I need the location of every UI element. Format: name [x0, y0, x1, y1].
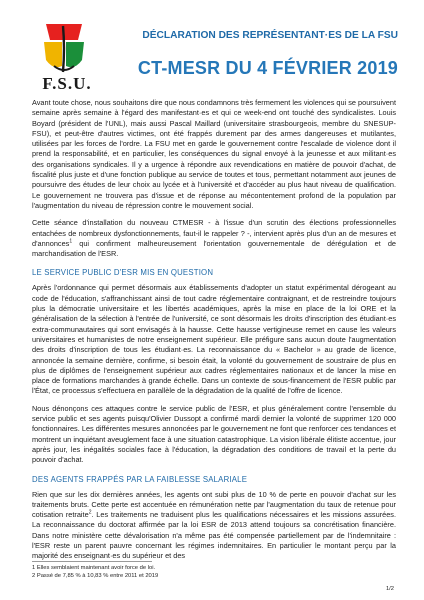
footnote-ref-2: 2 — [88, 509, 92, 516]
page-number: 1/2 — [385, 586, 394, 592]
document-title: CT-MESR DU 4 FÉVRIER 2019 — [137, 58, 398, 78]
paragraph-salaires — [32, 490, 396, 562]
document-body — [32, 98, 396, 569]
paragraph-ctmesr-text-1: Cette séance d'installation du nouveau CTMESR - à l'issue d'un scrutin des élections professionnelles entachées de nombreux dysfonctionnements, faut-il le rappeler ? -, intervient après plus d'un an de mesures et d'annonces — [32, 218, 396, 248]
paragraph-salaires-text-1: Rien que sur les dix dernières années, les agents ont subi plus de 10 % de perte en pouvoir d'achat sur les traitements bruts. Cette perte est accentuée en rémunération nette par l'augmentation du taux de retenue pour cotisation retraite — [32, 489, 396, 520]
paragraph-denonciation: Nous dénonçons ces attaques contre le service public de l'ESR, et plus généralement contre l'ensemble du service public et ses agents puisqu'Olivier Dussopt a confirmé mardi dernier la volonté de supprimer 120 000 fonctionnaires. Les différentes mesures annoncées par le gouvernement ne font que renforcer ces tendances et montrent un inquiétant aveuglement face à une situation catastrophique. La vision libérale élitiste accentue, jour après jour, les inégalités sociales face à l'éducation, la dégradation des conditions de travail et la perte du pouvoir d'achat. — [32, 403, 396, 465]
section-heading-salaires: DES AGENTS FRAPPÉS PAR LA FAIBLESSE SALARIALE — [32, 474, 248, 484]
fsu-logo — [36, 22, 98, 94]
paragraph-ctmesr — [32, 218, 396, 259]
paragraph-intro: Avant toute chose, nous souhaitons dire que nous condamnons très fermement les violences qui se poursuivent semaine après semaine à l'égard des manifestant·es et qui ce week-end ont touché des syndicalistes. Louis Boyard (président de l'UNL), mais aussi Pascal Maillard (universitaire strasbourgeois, membre du SNESUP-FSU), et peut-être d'autres victimes, ont été frappés durement par des armes dangereuses et mutilantes, utilisées par les forces de l'ordre. La FSU met en garde le gouvernement contre l'escalade de violence dont il prend la responsabilité, et en particulier, les conséquences du signal envoyé à la jeunesse et aux militant·es des organisations syndicales. Il y a urgence à répondre aux revendications en matière de pouvoir d'achat, de fiscalité plus juste et d'une fonction publique au service de toutes et tous, permettant notamment aux jeunes de poursuivre des études de leur choix au lycée et à l'université et d'accéder au plus haut niveau de qualification. Le gouvernement ne trouvera pas d'issue et de réponse au mécontentement profond de la population par l'augmentation du niveau de répression contre le mouvement social. — [32, 98, 397, 210]
footnote-1: 1 Elles semblaient maintenant avoir force de loi. — [32, 565, 156, 571]
footnotes — [32, 561, 159, 580]
paragraph-ctmesr-text-2: qui confirment malheureusement l'orientation gouvernementale de dérégulation et de marchandisation de l'ESR. — [32, 238, 396, 259]
document-subtitle: DÉCLARATION DES REPRÉSENTANT·ES DE LA FSU — [142, 30, 398, 41]
section-heading-service-public: LE SERVICE PUBLIC D'ESR MIS EN QUESTION — [32, 268, 214, 278]
fsu-logo-icon — [42, 22, 86, 74]
footnote-ref-1: 1 — [69, 238, 73, 245]
logo-text: F.S.U. — [42, 74, 92, 93]
footnote-2: 2 Passé de 7,85 % à 10,83 % entre 2011 et 2019 — [32, 573, 159, 579]
paragraph-salaires-text-2: . Les traitements ne traduisent plus les qualifications nécessaires et les missions assurées. La reconnaissance du doctorat affirmée par la loi ESR de 2013 attend toujours sa concrétisation financière. Dans notre ministère cette dévalorisation n'a même pas été compensée partiellement par de l'indemnitaire : l'ESR reste un parent pauvre concernant les régimes indemnitaires. En particulier le montant perçu par la majorité des enseignant·es du supérieur et des — [32, 510, 397, 561]
paragraph-ordonnance: Après l'ordonnance qui permet désormais aux établissements d'adopter un statut expérimental dérogeant au code de l'éducation, s'affranchissant ainsi de tout cadre réglementaire contraignant, et de restreindre toujours plus la démocratie universitaire et les libertés académiques, après la mise en place de la loi ORE et la généralisation de la sélection à l'entrée de l'université, ce sont désormais les droits d'inscription des étudiant·es extra-communautaires qui sont envisagés à la hausse. Cette hausse vertigineuse remet en cause les valeurs universitaires et humanistes de notre enseignement supérieur. Elle préfigure sans aucun doute l'augmentation des droits d'inscription de tous les étudiant·es. La reconnaissance du « Bachelor » au grade de licence, annoncée la semaine dernière, confirme, si besoin était, la volonté du gouvernement de soustraire de plus en plus de diplômes de l'enseignement supérieur aux cadres réglementaires nationaux et de lancer la mise en place de formations marchandes à grande échelle. Dans un contexte de sous-financement de l'ESR public par l'État, ce processus s'effectuera en parallèle de la dégradation de la qualité de l'offre de licence. — [32, 283, 396, 396]
